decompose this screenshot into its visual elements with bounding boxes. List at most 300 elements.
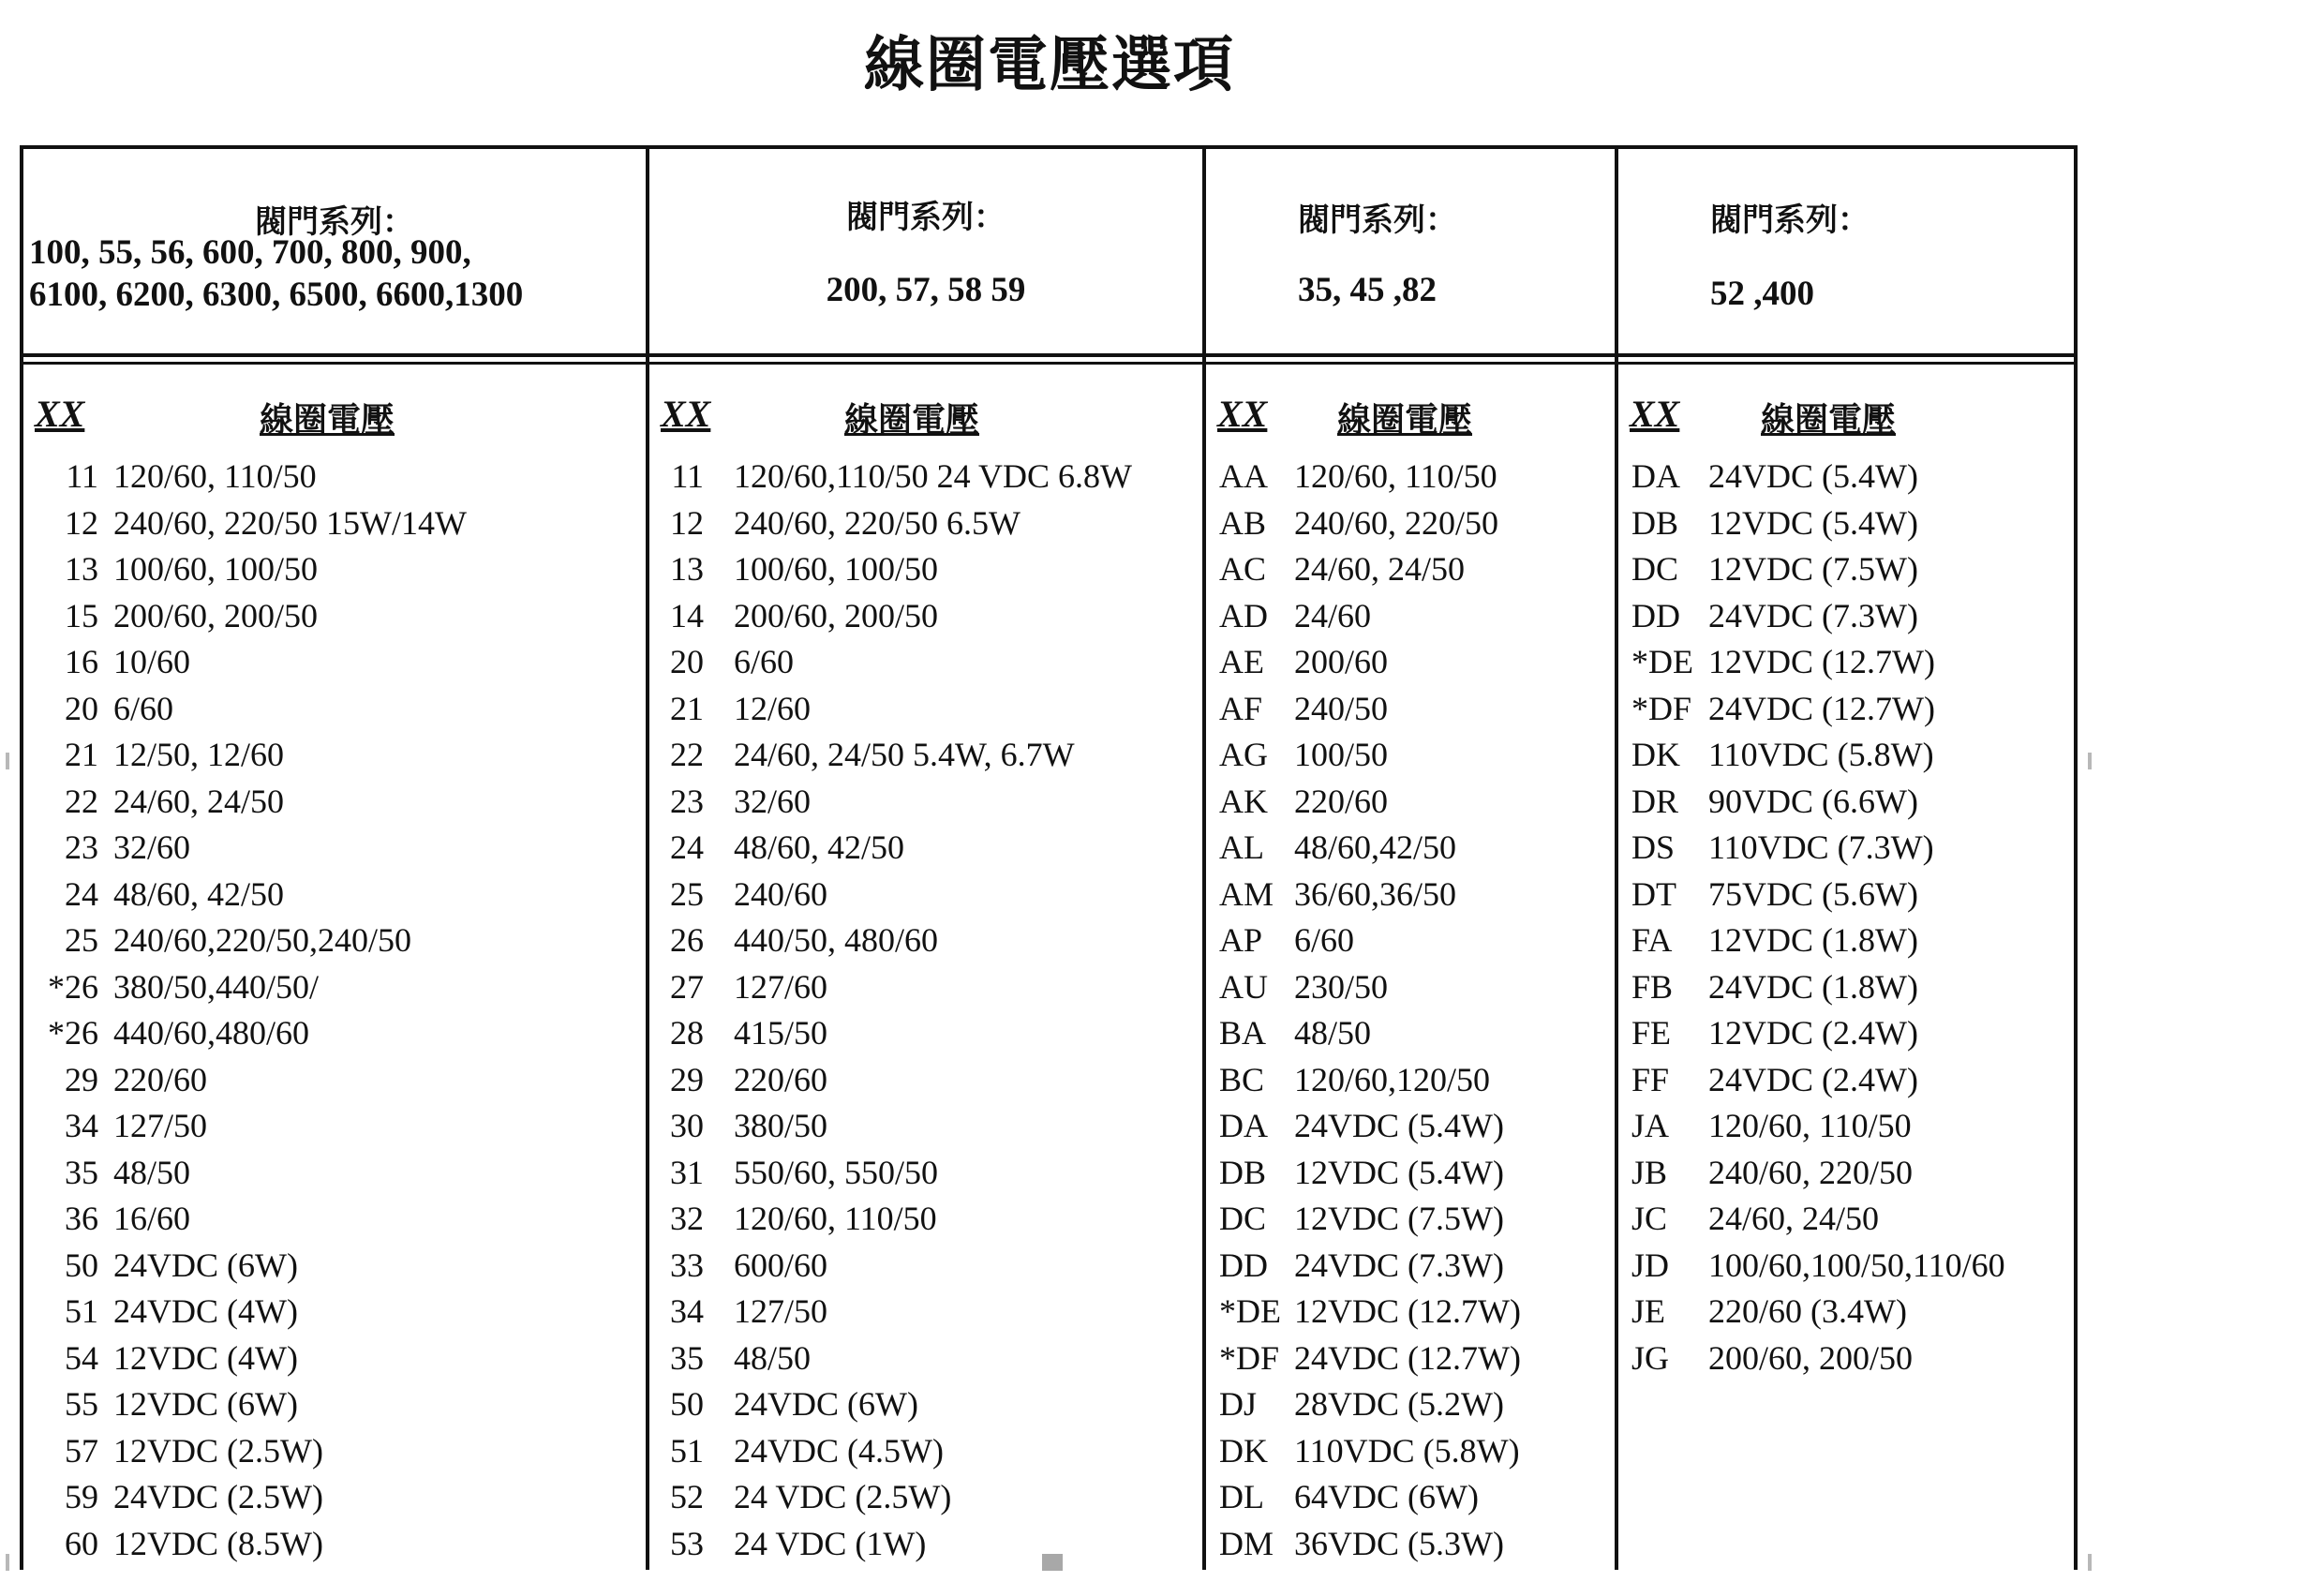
voltage-value: 12VDC (12.7W): [1708, 643, 1935, 680]
page-edge-marker: [2088, 1554, 2092, 1571]
voltage-value: 120/60, 110/50: [113, 457, 317, 495]
series-label: 閥門系列：: [1710, 201, 1870, 239]
voltage-code: 52: [670, 1478, 704, 1515]
voltage-list-cell: [649, 379, 1202, 1570]
xx-code-header: XX: [35, 393, 85, 435]
voltage-value: 100/50: [1294, 736, 1389, 773]
valve-series-column-2: [646, 149, 1202, 1570]
voltage-value: 6/60: [113, 689, 174, 727]
voltage-code: 31: [670, 1153, 704, 1191]
voltage-value: 440/50, 480/60: [734, 921, 939, 959]
series-header-cell: [1618, 149, 2074, 357]
valve-series-column-3: [1202, 149, 1615, 1570]
voltage-list-cell: [1618, 379, 2074, 1570]
table-row: [649, 779, 1202, 826]
table-row: [1206, 1336, 1615, 1382]
voltage-value: 36VDC (5.3W): [1294, 1524, 1504, 1562]
voltage-value: 24VDC (2.4W): [1708, 1060, 1918, 1098]
list-subheader: [1206, 379, 1615, 454]
table-row: [649, 1521, 1202, 1568]
table-row: [649, 1243, 1202, 1290]
table-row: [1206, 1103, 1615, 1150]
voltage-code: *DE: [1219, 1292, 1281, 1330]
voltage-code: BA: [1219, 1014, 1267, 1052]
voltage-value: 12VDC (4W): [113, 1338, 298, 1377]
voltage-value: 240/60,220/50,240/50: [113, 921, 412, 959]
table-row: [649, 732, 1202, 779]
voltage-code: DB: [1631, 503, 1679, 542]
voltage-value: 120/60, 110/50: [734, 1200, 937, 1237]
table-row: [1618, 779, 2074, 826]
table-row: [649, 1150, 1202, 1197]
voltage-value: 24 VDC (1W): [734, 1524, 927, 1562]
voltage-code: AB: [1219, 503, 1267, 542]
table-row: [1206, 779, 1615, 826]
list-subheader: [1618, 379, 2074, 454]
voltage-value: 100/60,100/50,110/60: [1708, 1246, 2005, 1284]
voltage-value: 240/60, 220/50 6.5W: [734, 503, 1020, 542]
voltage-code: DA: [1219, 1107, 1268, 1144]
voltage-code: 12: [65, 503, 98, 542]
voltage-code: DT: [1631, 874, 1676, 913]
table-row: [1206, 593, 1615, 640]
series-values: 100, 55, 56, 600, 700, 800, 900, 6100, 6200, 6300, 6500, 6600,1300: [29, 233, 524, 314]
voltage-value: 48/60, 42/50: [734, 828, 905, 866]
voltage-value: 240/60: [734, 874, 828, 913]
voltage-code: 22: [670, 736, 704, 773]
table-row: [649, 1336, 1202, 1382]
voltage-code: JB: [1631, 1153, 1668, 1191]
voltage-code: *DF: [1219, 1338, 1280, 1377]
table-row: [1206, 732, 1615, 779]
voltage-value: 12VDC (2.5W): [113, 1431, 323, 1470]
voltage-value: 240/60, 220/50: [1708, 1153, 1914, 1191]
voltage-code: 50: [65, 1246, 98, 1284]
table-row: [1618, 1336, 2074, 1382]
voltage-code: 25: [65, 921, 98, 959]
voltage-value: 24VDC (5.4W): [1294, 1107, 1504, 1144]
voltage-value: 127/50: [113, 1107, 208, 1144]
valve-series-column-4: [1615, 149, 2074, 1570]
table-row: [23, 1150, 646, 1197]
table-row: [1206, 872, 1615, 918]
table-row: [1206, 1474, 1615, 1521]
table-row: [1618, 454, 2074, 500]
voltage-code: 16: [65, 643, 98, 680]
table-row: [1618, 1150, 2074, 1197]
table-row: [23, 1010, 646, 1057]
voltage-value: 24/60, 24/50: [1708, 1200, 1880, 1237]
voltage-value: 440/60,480/60: [113, 1014, 310, 1052]
table-row: [23, 732, 646, 779]
voltage-code: 21: [670, 689, 704, 727]
voltage-value: 220/60: [734, 1060, 828, 1098]
voltage-code: AA: [1219, 457, 1268, 495]
voltage-value: 380/50,440/50/: [113, 967, 320, 1006]
voltage-code: 24: [65, 874, 98, 913]
table-row: [23, 1103, 646, 1150]
table-row: [1206, 1289, 1615, 1336]
voltage-code: DJ: [1219, 1385, 1258, 1423]
table-row: [23, 918, 646, 964]
table-row: [23, 1521, 646, 1568]
table-row: [23, 825, 646, 872]
voltage-value: 12/60: [734, 689, 812, 727]
list-subheader: [649, 379, 1202, 454]
voltage-code: AC: [1219, 550, 1267, 588]
voltage-list-cell: [1206, 379, 1615, 1570]
voltage-value: 12VDC (12.7W): [1294, 1292, 1521, 1330]
table-row: [1206, 454, 1615, 500]
voltage-code: 27: [670, 967, 704, 1006]
voltage-code: *26: [48, 967, 98, 1006]
voltage-code: 26: [670, 921, 704, 959]
voltage-value: 48/50: [113, 1153, 191, 1191]
page-edge-marker: [6, 1554, 9, 1571]
voltage-code: 21: [65, 736, 98, 773]
voltage-value: 12/50, 12/60: [113, 736, 285, 773]
voltage-value: 200/60, 200/50: [1708, 1338, 1914, 1377]
voltage-code: 36: [65, 1200, 98, 1237]
voltage-code: 50: [670, 1385, 704, 1423]
table-row: [1206, 825, 1615, 872]
voltage-value: 240/60, 220/50: [1294, 503, 1499, 542]
voltage-code: DL: [1219, 1478, 1264, 1515]
valve-series-column-1: [23, 149, 646, 1570]
table-row: [1206, 546, 1615, 593]
voltage-code: DB: [1219, 1153, 1267, 1191]
voltage-value: 110VDC (5.8W): [1708, 736, 1934, 773]
voltage-code: 11: [66, 457, 98, 495]
table-row: [649, 964, 1202, 1011]
table-row: [649, 639, 1202, 686]
table-row: [1206, 1428, 1615, 1475]
voltage-value: 24VDC (6W): [734, 1385, 918, 1423]
voltage-code: DD: [1219, 1246, 1268, 1284]
voltage-value: 200/60, 200/50: [734, 596, 939, 634]
xx-code-header: XX: [661, 393, 711, 435]
table-row: [649, 1196, 1202, 1243]
voltage-code: FE: [1631, 1014, 1672, 1052]
voltage-value: 48/50: [1294, 1014, 1372, 1052]
voltage-value: 100/60, 100/50: [113, 550, 319, 588]
voltage-code: 32: [670, 1200, 704, 1237]
voltage-code: *DF: [1631, 689, 1692, 727]
table-row: [1206, 500, 1615, 547]
voltage-value: 32/60: [734, 782, 812, 820]
table-row: [649, 1289, 1202, 1336]
voltage-value: 24VDC (5.4W): [1708, 457, 1918, 495]
voltage-code: 57: [65, 1431, 98, 1470]
table-row: [23, 686, 646, 733]
table-row: [1206, 964, 1615, 1011]
voltage-code: DC: [1631, 550, 1679, 588]
voltage-code: BC: [1219, 1060, 1265, 1098]
voltage-code: 12: [670, 503, 704, 542]
voltage-value: 24VDC (12.7W): [1294, 1338, 1521, 1377]
voltage-code: 35: [670, 1338, 704, 1377]
table-row: [23, 1057, 646, 1104]
table-row: [23, 1474, 646, 1521]
voltage-value: 127/50: [734, 1292, 828, 1330]
table-row: [649, 1381, 1202, 1428]
voltage-code: FB: [1631, 967, 1674, 1006]
series-values: 200, 57, 58 59: [826, 271, 1026, 309]
table-row: [1206, 1196, 1615, 1243]
table-row: [1618, 732, 2074, 779]
voltage-value: 550/60, 550/50: [734, 1153, 939, 1191]
voltage-value: 12VDC (1.8W): [1708, 921, 1918, 959]
series-header-cell: [649, 149, 1202, 357]
voltage-code: DR: [1631, 782, 1679, 820]
series-values: 35, 45 ,82: [1298, 271, 1437, 309]
voltage-value: 6/60: [734, 643, 795, 680]
voltage-code: 34: [65, 1107, 98, 1144]
table-row: [23, 779, 646, 826]
table-row: [1206, 1010, 1615, 1057]
code-list: [1206, 454, 1615, 1567]
series-header-cell: [1206, 149, 1615, 357]
voltage-value: 120/60, 110/50: [1294, 457, 1497, 495]
table-row: [23, 454, 646, 500]
voltage-value: 12VDC (2.4W): [1708, 1014, 1918, 1052]
page-edge-marker: [2088, 753, 2092, 769]
voltage-code: 13: [65, 550, 98, 588]
series-header-cell: [23, 149, 646, 357]
table-row: [649, 1428, 1202, 1475]
series-label: 閥門系列：: [255, 203, 414, 241]
coil-voltage-table: [20, 145, 2078, 1570]
table-row: [649, 1474, 1202, 1521]
voltage-code: 30: [670, 1107, 704, 1144]
voltage-value: 24/60, 24/50: [113, 782, 285, 820]
voltage-code: AK: [1219, 782, 1268, 820]
xx-code-header: XX: [1630, 393, 1680, 435]
voltage-code: JA: [1631, 1107, 1670, 1144]
voltage-value: 120/60,110/50 24 VDC 6.8W: [734, 457, 1133, 495]
voltage-code: 11: [671, 457, 704, 495]
voltage-value: 24VDC (4.5W): [734, 1431, 944, 1470]
table-row: [1206, 1521, 1615, 1568]
table-row: [23, 593, 646, 640]
voltage-code: 59: [65, 1478, 98, 1515]
voltage-code: DC: [1219, 1200, 1267, 1237]
voltage-value: 24 VDC (2.5W): [734, 1478, 952, 1515]
table-row: [1618, 546, 2074, 593]
voltage-value: 12VDC (5.4W): [1708, 503, 1918, 542]
table-row: [1618, 1243, 2074, 1290]
voltage-code: 51: [65, 1292, 98, 1330]
coil-voltage-header: 線圈電壓: [1337, 401, 1473, 440]
voltage-code: 23: [670, 782, 704, 820]
voltage-value: 24VDC (7.3W): [1708, 596, 1918, 634]
voltage-code: JG: [1631, 1338, 1670, 1377]
voltage-code: JD: [1631, 1246, 1670, 1284]
voltage-code: 14: [670, 596, 704, 634]
voltage-value: 240/50: [1294, 689, 1389, 727]
table-row: [649, 1103, 1202, 1150]
table-row: [1206, 918, 1615, 964]
voltage-value: 24VDC (12.7W): [1708, 689, 1935, 727]
table-row: [1618, 825, 2074, 872]
voltage-value: 75VDC (5.6W): [1708, 874, 1918, 913]
table-row: [649, 1010, 1202, 1057]
voltage-code: DS: [1631, 828, 1676, 866]
table-row: [1618, 1010, 2074, 1057]
coil-voltage-header: 線圈電壓: [1761, 401, 1897, 440]
page-title: 線圈電壓選項: [864, 31, 1235, 100]
voltage-code: *DE: [1631, 643, 1693, 680]
table-row: [1618, 1289, 2074, 1336]
voltage-value: 220/60 (3.4W): [1708, 1292, 1907, 1330]
voltage-code: JC: [1631, 1200, 1668, 1237]
voltage-code: 34: [670, 1292, 704, 1330]
voltage-value: 600/60: [734, 1246, 828, 1284]
coil-voltage-header: 線圈電壓: [260, 401, 395, 440]
table-row: [1618, 639, 2074, 686]
table-row: [23, 1196, 646, 1243]
resize-handle[interactable]: [1042, 1554, 1063, 1571]
voltage-code: 13: [670, 550, 704, 588]
voltage-value: 6/60: [1294, 921, 1355, 959]
voltage-value: 240/60, 220/50 15W/14W: [113, 503, 467, 542]
voltage-value: 120/60,120/50: [1294, 1060, 1491, 1098]
voltage-code: DA: [1631, 457, 1680, 495]
voltage-code: AF: [1219, 689, 1263, 727]
page-edge-marker: [6, 753, 9, 769]
table-row: [649, 1057, 1202, 1104]
table-row: [649, 686, 1202, 733]
voltage-code: 29: [670, 1060, 704, 1098]
table-row: [1618, 686, 2074, 733]
xx-code-header: XX: [1217, 393, 1268, 435]
voltage-code: AE: [1219, 643, 1264, 680]
voltage-value: 48/60,42/50: [1294, 828, 1457, 866]
list-subheader: [23, 379, 646, 454]
voltage-code: 15: [65, 596, 98, 634]
voltage-code: 20: [65, 689, 98, 727]
voltage-code: FA: [1631, 921, 1673, 959]
voltage-value: 120/60, 110/50: [1708, 1107, 1912, 1144]
series-label: 閥門系列：: [1298, 201, 1457, 239]
table-row: [23, 1428, 646, 1475]
table-row: [1618, 872, 2074, 918]
table-row: [23, 546, 646, 593]
voltage-value: 24VDC (2.5W): [113, 1478, 323, 1515]
table-row: [649, 918, 1202, 964]
table-row: [23, 1289, 646, 1336]
voltage-value: 48/60, 42/50: [113, 874, 285, 913]
voltage-value: 32/60: [113, 828, 191, 866]
voltage-value: 12VDC (7.5W): [1294, 1200, 1504, 1237]
table-row: [23, 500, 646, 547]
voltage-code: 29: [65, 1060, 98, 1098]
voltage-value: 12VDC (6W): [113, 1385, 298, 1423]
voltage-code: DM: [1219, 1524, 1274, 1562]
table-row: [23, 1381, 646, 1428]
table-row: [23, 1243, 646, 1290]
voltage-value: 28VDC (5.2W): [1294, 1385, 1504, 1423]
voltage-value: 36/60,36/50: [1294, 874, 1457, 913]
voltage-code: *26: [48, 1014, 98, 1052]
table-row: [649, 825, 1202, 872]
table-row: [1206, 686, 1615, 733]
table-row: [1206, 1243, 1615, 1290]
table-row: [1618, 500, 2074, 547]
table-row: [1618, 1057, 2074, 1104]
voltage-value: 220/60: [1294, 782, 1389, 820]
voltage-value: 12VDC (5.4W): [1294, 1153, 1504, 1191]
voltage-code: 55: [65, 1385, 98, 1423]
voltage-value: 16/60: [113, 1200, 191, 1237]
voltage-code: 35: [65, 1153, 98, 1191]
table-row: [649, 593, 1202, 640]
table-row: [1618, 1103, 2074, 1150]
voltage-code: 28: [670, 1014, 704, 1052]
voltage-value: 24VDC (7.3W): [1294, 1246, 1504, 1284]
voltage-value: 48/50: [734, 1338, 812, 1377]
voltage-value: 24VDC (1.8W): [1708, 967, 1918, 1006]
voltage-value: 24VDC (6W): [113, 1246, 298, 1284]
voltage-list-cell: [23, 379, 646, 1570]
voltage-value: 90VDC (6.6W): [1708, 782, 1918, 820]
voltage-value: 230/50: [1294, 967, 1389, 1006]
table-row: [1618, 593, 2074, 640]
voltage-code: DK: [1219, 1431, 1268, 1470]
table-row: [23, 872, 646, 918]
series-values: 52 ,400: [1710, 275, 1814, 313]
voltage-code: AP: [1219, 921, 1263, 959]
table-row: [649, 500, 1202, 547]
coil-voltage-header: 線圈電壓: [844, 401, 980, 440]
table-row: [1206, 1057, 1615, 1104]
voltage-value: 64VDC (6W): [1294, 1478, 1479, 1515]
voltage-value: 380/50: [734, 1107, 828, 1144]
code-list: [23, 454, 646, 1567]
voltage-value: 127/60: [734, 967, 828, 1006]
table-row: [23, 639, 646, 686]
table-row: [1206, 1381, 1615, 1428]
table-row: [649, 454, 1202, 500]
voltage-code: FF: [1631, 1060, 1670, 1098]
table-row: [649, 872, 1202, 918]
voltage-value: 220/60: [113, 1060, 208, 1098]
voltage-value: 415/50: [734, 1014, 828, 1052]
voltage-value: 24/60, 24/50: [1294, 550, 1466, 588]
voltage-value: 24VDC (4W): [113, 1292, 298, 1330]
voltage-code: AD: [1219, 596, 1268, 634]
voltage-value: 10/60: [113, 643, 191, 680]
voltage-code: JE: [1631, 1292, 1665, 1330]
voltage-code: 22: [65, 782, 98, 820]
voltage-value: 24/60: [1294, 596, 1372, 634]
voltage-code: 51: [670, 1431, 704, 1470]
voltage-code: 54: [65, 1338, 98, 1377]
table-row: [1206, 639, 1615, 686]
voltage-code: 20: [670, 643, 704, 680]
voltage-value: 110VDC (5.8W): [1294, 1431, 1520, 1470]
voltage-code: 25: [670, 874, 704, 913]
table-row: [1618, 964, 2074, 1011]
table-row: [1618, 918, 2074, 964]
table-row: [23, 964, 646, 1011]
voltage-code: DK: [1631, 736, 1680, 773]
voltage-code: DD: [1631, 596, 1680, 634]
table-row: [649, 546, 1202, 593]
table-row: [1206, 1150, 1615, 1197]
voltage-code: AL: [1219, 828, 1264, 866]
voltage-value: 200/60, 200/50: [113, 596, 319, 634]
